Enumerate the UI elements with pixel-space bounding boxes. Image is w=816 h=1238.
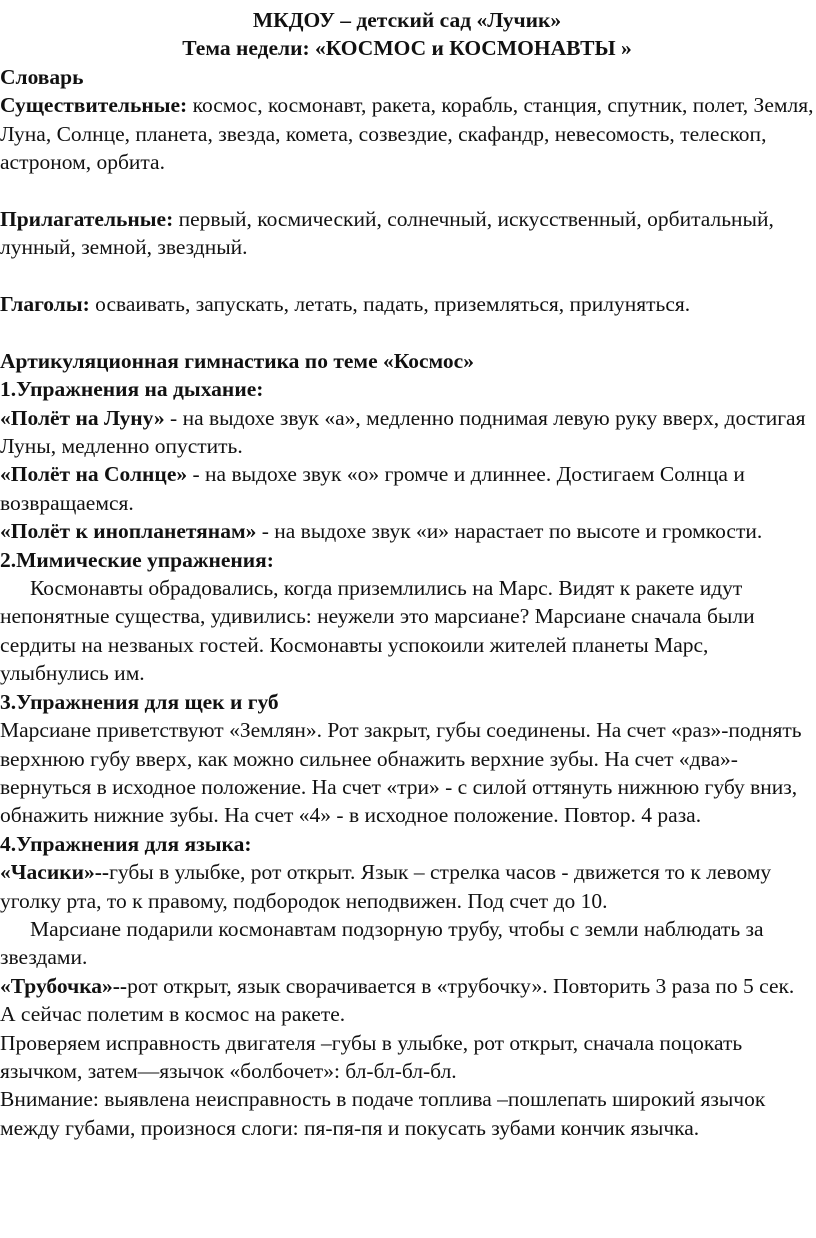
exercise-tube-label: «Трубочка»--: [0, 973, 128, 998]
cheeks-text: Марсиане приветствуют «Землян». Рот закрыт, губы соединены. На счет «раз»-поднять верхнюю губу вверх, как можно сильнее обнажить верхние зубы. На счет «два»-вернуться в исходное положение. На счет «три» - с силой оттянуть нижнюю губу вниз, обнажить нижние зубы. На счет «4» - в исходное положение. Повтор. 4 раза.: [0, 718, 802, 828]
breathing-section-title: 1.Упражнения на дыхание:: [0, 377, 264, 402]
spacer: [0, 176, 814, 204]
engine-check-paragraph: Проверяем исправность двигателя –губы в улыбке, рот открыт, сначала поцокать язычком, затем—язычок «болбочет»: бл-бл-бл-бл.: [0, 1030, 743, 1083]
nouns-paragraph: [0, 91, 814, 176]
adjectives-text: первый, космический, солнечный, искусственный, орбитальный, лунный, земной, звездный.: [0, 206, 774, 260]
spacer: [0, 262, 814, 290]
exercise-sun-label: «Полёт на Солнце»: [0, 462, 188, 487]
exercise-aliens-text: - на выдохе звук «и» нарастает по высоте и громкости.: [256, 519, 763, 544]
exercise-tube: [0, 972, 814, 1000]
exercise-clock-text: губы в улыбке, рот открыт. Язык – стрелка часов - движется то к левому уголку рта, то к правому, подбородок неподвижен. Под счет до 10.: [0, 860, 772, 913]
week-theme-title: Тема недели: «КОСМОС и КОСМОНАВТЫ »: [182, 36, 632, 61]
adjectives-label: Прилагательные:: [0, 206, 174, 231]
adjectives-paragraph: [0, 205, 814, 262]
nouns-text: космос, космонавт, ракета, корабль, станция, спутник, полет, Земля, Луна, Солнце, планета, звезда, комета, созвездие, скафандр, невесомость, телескоп, астроном, орбита.: [0, 93, 814, 175]
nouns-label: Существительные:: [0, 93, 188, 118]
verbs-label: Глаголы:: [0, 292, 90, 317]
tongue-section-title: 4.Упражнения для языка:: [0, 831, 252, 856]
verbs-text: осваивать, запускать, летать, падать, приземляться, прилуняться.: [89, 292, 691, 317]
exercise-clock-label: «Часики»--: [0, 860, 110, 885]
spacer: [0, 318, 814, 346]
mimic-story: Космонавты обрадовались, когда приземлились на Марс. Видят к ракете идут непонятные существа, удивились: неужели это марсиане? Марсиане сначала были сердиты на незваных гостей. Космонавты успокоили жителей планеты Марс, улыбнулись им.: [0, 576, 755, 686]
kindergarten-title: МКДОУ – детский сад «Лучик»: [252, 8, 562, 32]
exercise-aliens-label: «Полёт к инопланетянам»: [0, 519, 257, 544]
vocabulary-heading: Словарь: [0, 64, 84, 89]
exercise-moon: [0, 404, 814, 461]
cheeks-section-title: 3.Упражнения для щек и губ: [0, 689, 279, 714]
exercise-aliens: [0, 517, 814, 545]
exercise-sun: [0, 460, 814, 517]
verbs-paragraph: [0, 290, 814, 318]
exercise-sun-text: - на выдохе звук «о» громче и длиннее. Достигаем Солнца и возвращаемся.: [0, 462, 745, 515]
rocket-paragraph: А сейчас полетим в космос на ракете.: [0, 1002, 346, 1027]
exercise-clock: [0, 858, 814, 915]
gymnastics-heading: Артикуляционная гимнастика по теме «Космос»: [0, 348, 474, 373]
exercise-moon-label: «Полёт на Луну»: [0, 405, 165, 430]
fuel-problem-paragraph: Внимание: выявлена неисправность в подаче топлива –пошлепать широкий язычок между губами, произнося слоги: пя-пя-пя и покусать зубами кончик язычка.: [0, 1087, 766, 1140]
telescope-story: Марсиане подарили космонавтам подзорную трубу, чтобы с земли наблюдать за звездами.: [0, 916, 764, 970]
exercise-tube-text: рот открыт, язык сворачивается в «трубочку». Повторить 3 раза по 5 сек.: [127, 973, 795, 998]
mimic-section-title: 2.Мимические упражнения:: [0, 547, 274, 572]
exercise-moon-text: - на выдохе звук «а», медленно поднимая левую руку вверх, достигая Луны, медленно опустить.: [0, 405, 806, 459]
